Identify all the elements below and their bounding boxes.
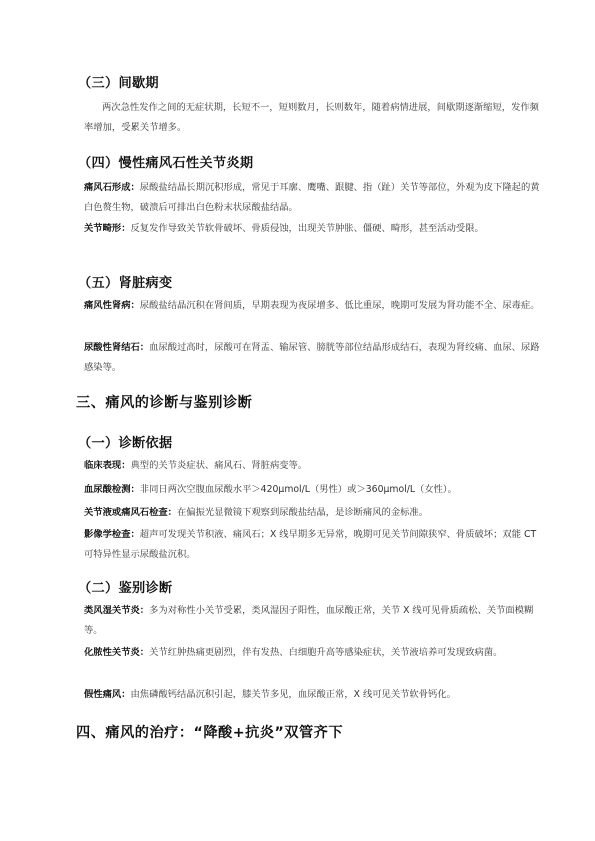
- term-label: 痛风性肾病：: [84, 300, 140, 311]
- term-label: 临床表现：: [84, 460, 131, 471]
- chapter-heading-treatment: 四、痛风的治疗：“降酸+抗炎”双管齐下: [76, 725, 344, 741]
- paragraph-pseudogout: [84, 685, 544, 705]
- paragraph-serum-uric-acid: [84, 480, 544, 500]
- term-text: 尿酸盐结晶沉积在肾间质，早期表现为夜尿增多、低比重尿，晚期可发展为肾功能不全、尿毒症。: [139, 300, 540, 311]
- section-heading-diagnostic-criteria: （一）诊断依据: [78, 436, 173, 451]
- term-text: 血尿酸过高时，尿酸可在肾盂、输尿管、膀胱等部位结晶形成结石，表现为肾绞痛、血尿、尿路感染等。: [84, 342, 540, 373]
- term-label: 影像学检查：: [84, 529, 140, 540]
- term-label: 痛风石形成：: [84, 182, 140, 193]
- paragraph-uric-acid-stones: [84, 338, 544, 377]
- paragraph-septic-arthritis: [84, 643, 544, 663]
- paragraph-tophus-formation: [84, 178, 544, 217]
- paragraph-joint-deformity: [84, 219, 544, 239]
- term-label: 尿酸性肾结石：: [84, 342, 150, 353]
- section-heading-chronic-tophaceous: （四）慢性痛风石性关节炎期: [78, 156, 254, 171]
- chapter-heading-diagnosis: 三、痛风的诊断与鉴别诊断: [76, 395, 253, 411]
- paragraph-intermittent-period: 两次急性发作之间的无症状期，长短不一，短则数月，长则数年，随着病情进展，间歇期逐渐缩短，发作频率增加，受累关节增多。: [84, 102, 539, 133]
- term-label: 假性痛风：: [84, 689, 131, 700]
- term-text: 多为对称性小关节受累，类风湿因子阳性，血尿酸正常，关节 X 线可见骨质疏松、关节面模糊等。: [84, 605, 534, 636]
- paragraph-clinical-manifestation: [84, 456, 544, 476]
- term-text: 反复发作导致关节软骨破坏、骨质侵蚀，出现关节肿胀、僵硬、畸形，甚至活动受限。: [130, 223, 484, 234]
- paragraph-imaging-exam: [84, 525, 544, 564]
- term-label: 血尿酸检测：: [84, 484, 140, 495]
- term-label: 化脓性关节炎：: [84, 647, 150, 658]
- section-heading-intermittent-period: （三）间歇期: [78, 76, 159, 91]
- term-text: 尿酸盐结晶长期沉积形成，常见于耳廓、鹰嘴、跟腱、指（趾）关节等部位，外观为皮下隆起的黄白色赘生物，破溃后可排出白色粉末状尿酸盐结晶。: [84, 182, 540, 213]
- section-heading-kidney-lesions: （五）肾脏病变: [78, 276, 173, 291]
- term-label: 关节液或痛风石检查：: [84, 507, 177, 518]
- term-label: 类风湿关节炎：: [84, 605, 150, 616]
- term-text: 关节红肿热痛更剧烈，伴有发热、白细胞升高等感染症状，关节液培养可发现致病菌。: [149, 647, 503, 658]
- paragraph-rheumatoid-arthritis: [84, 601, 544, 640]
- term-text: 在偏振光显微镜下观察到尿酸盐结晶，是诊断痛风的金标准。: [176, 507, 429, 518]
- paragraph-gouty-nephropathy: [84, 296, 544, 316]
- term-label: 关节畸形：: [84, 223, 131, 234]
- term-text: 非同日两次空腹血尿酸水平＞420μmol/L（男性）或＞360μmol/L（女性）。: [139, 484, 457, 495]
- paragraph-synovial-fluid-exam: [84, 503, 544, 523]
- section-heading-differential-diagnosis: （二）鉴别诊断: [78, 581, 173, 596]
- term-text: 超声可发现关节积液、痛风石；X 线早期多无异常，晚期可见关节间隙狭窄、骨质破坏；双能 CT 可特异性显示尿酸盐沉积。: [84, 529, 537, 560]
- term-text: 由焦磷酸钙结晶沉积引起，膝关节多见，血尿酸正常，X 线可见关节软骨钙化。: [130, 689, 456, 700]
- term-text: 典型的关节炎症状、痛风石、肾脏病变等。: [130, 460, 308, 471]
